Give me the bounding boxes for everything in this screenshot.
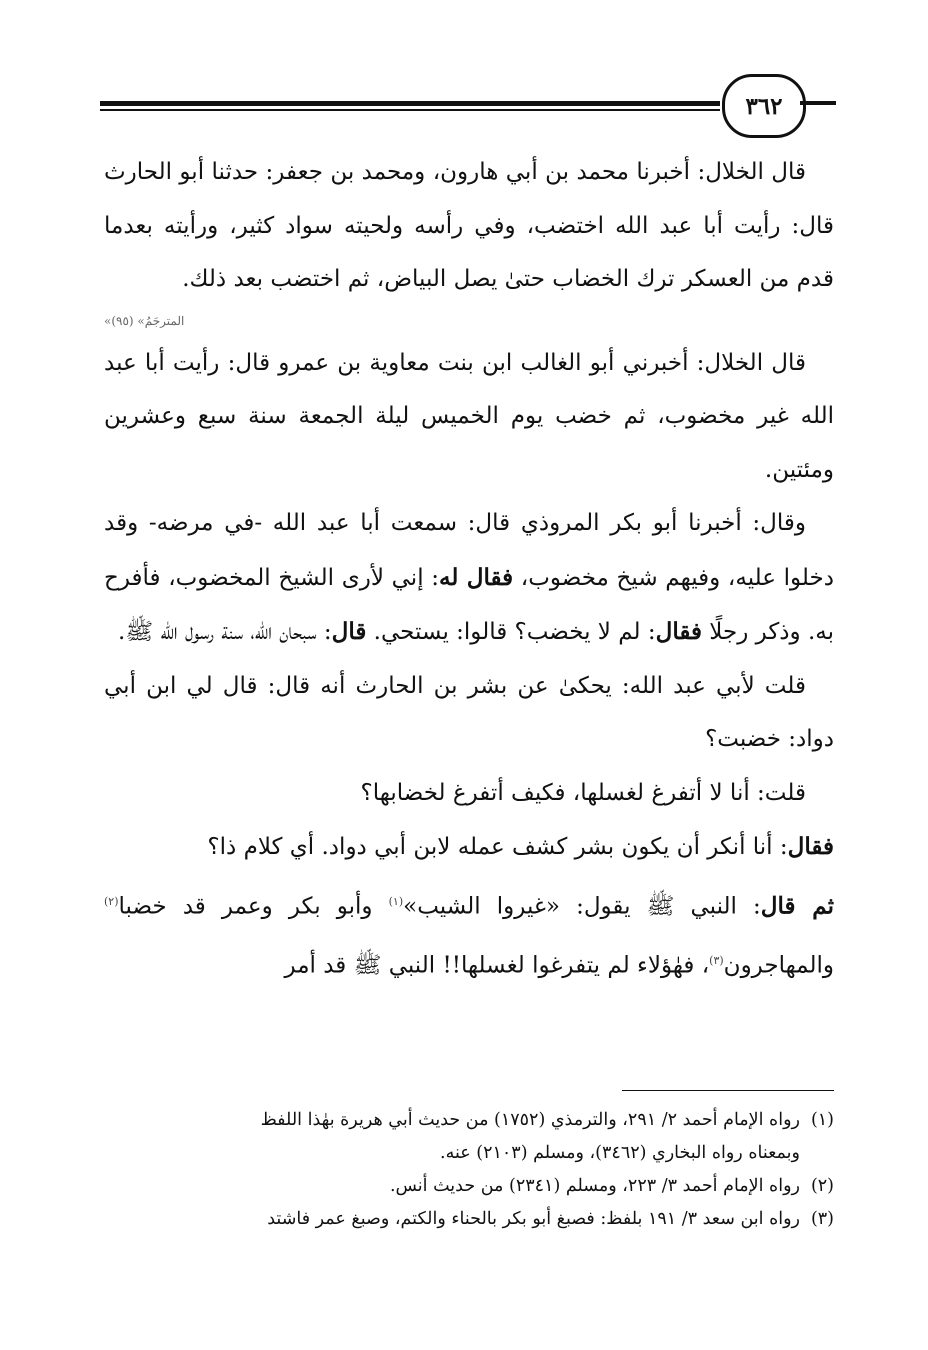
footnote <box>104 1104 834 1137</box>
paragraph: قال الخلال: أخبرنا محمد بن أبي هارون، ومحمد بن جعفر: حدثنا أبو الحارث قال: رأيت أبا عبد الله اختضب، وفي رأسه ولحيته سواد كثير، ورأيته بعدما قدم من العسكر ترك الخضاب حتىٰ يصل البياض، ثم اختضب بعد ذلك. <box>104 159 834 292</box>
speaker-label: فقال له <box>439 563 514 591</box>
footnote <box>104 1203 834 1236</box>
footnote-divider <box>622 1090 834 1091</box>
paragraph: قلت لأبي عبد الله: يحكىٰ عن بشر بن الحارث أنه قال: قال لي ابن أبي دواد: خضبت؟ <box>104 672 834 752</box>
header-rule-thin <box>100 109 720 111</box>
text-run: وأبو بكر وعمر قد خضبا <box>118 893 389 920</box>
footnote-continuation: وبمعناه رواه البخاري (٣٤٦٢)، ومسلم (٢١٠٣) عنه. <box>440 1143 800 1163</box>
footnote-number: (١) <box>810 1110 834 1130</box>
speaker-label: فقال <box>655 618 702 645</box>
footnotes <box>104 1104 834 1236</box>
paragraph <box>104 820 834 875</box>
text-run: وقال: أخبرنا أبو بكر المروذي قال: سمعت أبا عبد الله -في مرضه- وقد دخلوا عليه، وفيهم شيخ مخضوب، <box>104 510 834 591</box>
footnote-ref[interactable]: (٢) <box>104 894 119 908</box>
paragraph <box>104 497 834 660</box>
main-text <box>104 146 834 993</box>
speaker-label: قال <box>331 618 367 645</box>
text-run: ، فهٰؤلاء لم يتفرغوا لغسلها!! النبي ﷺ قد أمر <box>284 952 710 979</box>
footnote <box>104 1170 834 1203</box>
section-marker: «المترجَمُ» (٩٥) <box>104 313 185 328</box>
page-header <box>100 68 836 128</box>
text-run: : سبحان الله، سنة رسول الله ﷺ. <box>118 619 332 645</box>
text-run: : إني لأرى الشيخ المخضوب، فأفرح به. وذكر رجلًا <box>104 564 834 645</box>
text-run: : أنا أنكر أن يكون بشر كشف عمله لابن أبي دواد. أي كلام ذا؟ <box>207 834 788 860</box>
paragraph: قال الخلال: أخبرني أبو الغالب ابن بنت معاوية بن عمرو قال: رأيت أبا عبد الله غير مخضوب، ثم خضب يوم الخميس ليلة الجمعة سنة سبع وعشرين ومئتين. <box>104 349 834 483</box>
footnote-number: (٣) <box>810 1209 834 1229</box>
text-run: : لم لا يخضب؟ قالوا: يستحي. <box>366 619 656 645</box>
speaker-label: ثم قال <box>760 892 835 920</box>
footnote-ref[interactable]: (١) <box>388 894 404 908</box>
footnote-text: رواه الإمام أحمد ٣/ ٢٢٣، ومسلم (٢٣٤١) من حديث أنس. <box>389 1176 800 1196</box>
footnote-number: (٢) <box>810 1176 834 1196</box>
footnote-ref[interactable]: (٣) <box>709 953 724 967</box>
page-number: ٣٦٢ <box>722 74 806 138</box>
text-run: : النبي ﷺ يقول: «غيروا الشيب» <box>403 893 761 920</box>
text-run: والمهاجرون <box>723 952 834 979</box>
speaker-label: فقال <box>787 833 834 860</box>
header-rule-right <box>800 101 836 105</box>
paragraph: قلت: أنا لا أتفرغ لغسلها، فكيف أتفرغ لخضابها؟ <box>360 779 806 806</box>
paragraph <box>104 875 834 993</box>
footnote-text: رواه الإمام أحمد ٢/ ٢٩١، والترمذي (١٧٥٢) من حديث أبي هريرة بهٰذا اللفظ <box>260 1110 800 1130</box>
header-rule <box>100 101 720 106</box>
footnote-text: رواه ابن سعد ٣/ ١٩١ بلفظ: فصبغ أبو بكر بالحناء والكتم، وصبغ عمر فاشتد <box>267 1209 800 1229</box>
